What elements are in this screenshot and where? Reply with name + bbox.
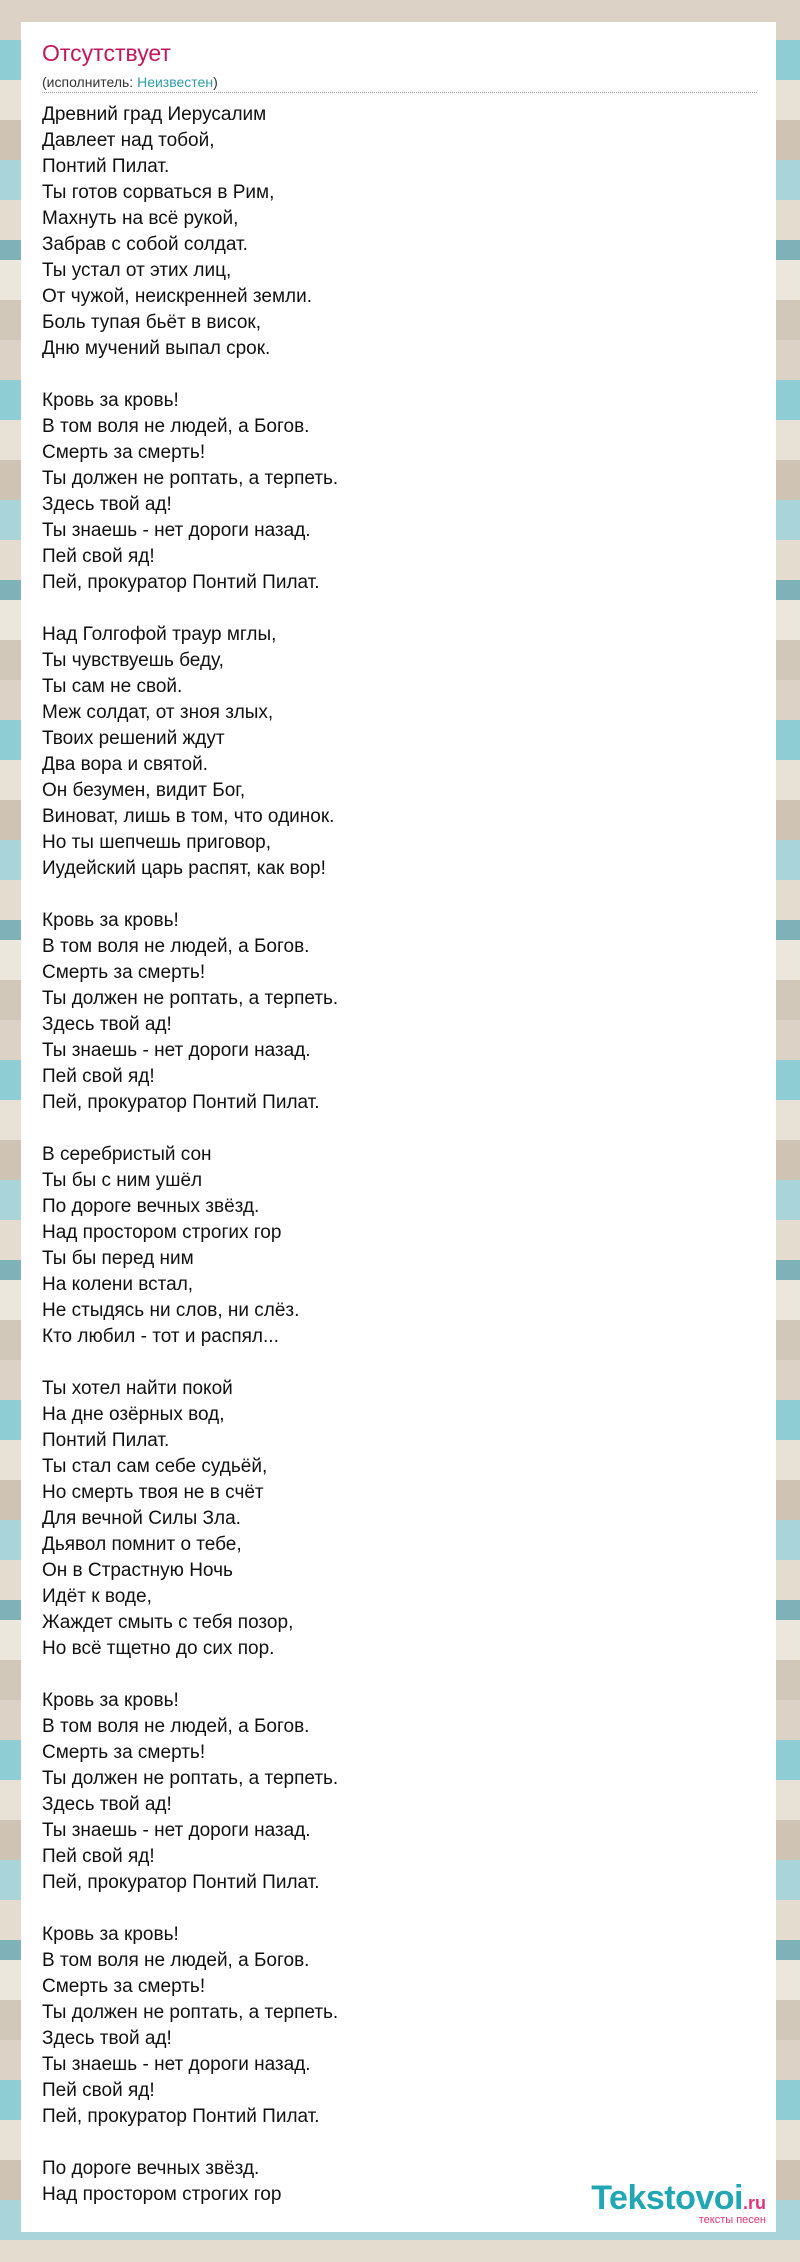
lyrics-card: [21, 22, 776, 2232]
lyric-line: В том воля не людей, а Богов.: [42, 1716, 310, 1737]
lyric-line: Он безумен, видит Бог,: [42, 780, 246, 801]
lyric-line: Ты готов сорваться в Рим,: [42, 182, 275, 203]
divider: [42, 92, 757, 93]
artist-suffix: ): [213, 74, 218, 90]
lyric-line: Не стыдясь ни слов, ни слёз.: [42, 1300, 300, 1321]
lyric-line: Ты знаешь - нет дороги назад.: [42, 1040, 311, 1061]
lyric-line: Кровь за кровь!: [42, 1924, 179, 1945]
lyrics-stanza: [42, 908, 742, 1116]
lyric-line: Понтий Пилат.: [42, 1430, 170, 1451]
logo-tld: .ru: [742, 2193, 766, 2213]
lyric-line: Пей, прокуратор Понтий Пилат.: [42, 2106, 320, 2127]
lyric-line: Смерть за смерть!: [42, 962, 206, 983]
lyric-line: По дороге вечных звёзд.: [42, 2158, 260, 2179]
lyric-line: На дне озёрных вод,: [42, 1404, 225, 1425]
lyric-line: Но ты шепчешь приговор,: [42, 832, 272, 853]
song-title: Отсутствует: [42, 40, 171, 66]
lyrics-stanza: [42, 1688, 742, 1896]
lyrics-stanza: [42, 1922, 742, 2130]
lyric-line: Жаждет смыть с тебя позор,: [42, 1612, 294, 1633]
lyric-line: Здесь твой ад!: [42, 1794, 172, 1815]
lyric-line: Пей свой яд!: [42, 546, 155, 567]
lyric-line: Пей, прокуратор Понтий Пилат.: [42, 1872, 320, 1893]
lyric-line: Пей свой яд!: [42, 2080, 155, 2101]
lyric-line: Он в Страстную Ночь: [42, 1560, 233, 1581]
artist-prefix: (исполнитель:: [42, 74, 138, 90]
lyric-line: Но всё тщетно до сих пор.: [42, 1638, 275, 1659]
lyric-line: Здесь твой ад!: [42, 494, 172, 515]
lyric-line: На колени встал,: [42, 1274, 194, 1295]
lyric-line: Смерть за смерть!: [42, 1742, 206, 1763]
lyric-line: Пей, прокуратор Понтий Пилат.: [42, 1092, 320, 1113]
lyric-line: Но смерть твоя не в счёт: [42, 1482, 264, 1503]
lyric-line: Над простором строгих гор: [42, 1222, 282, 1243]
lyric-line: Над простором строгих гор: [42, 2184, 282, 2205]
lyric-line: Ты устал от этих лиц,: [42, 260, 232, 281]
lyric-line: Ты знаешь - нет дороги назад.: [42, 520, 311, 541]
lyric-line: Махнуть на всё рукой,: [42, 208, 239, 229]
lyrics-body: [42, 102, 742, 2234]
lyric-line: В том воля не людей, а Богов.: [42, 416, 310, 437]
lyric-line: Виноват, лишь в том, что одинок.: [42, 806, 335, 827]
lyric-line: Ты должен не роптать, а терпеть.: [42, 2002, 339, 2023]
lyric-line: Над Голгофой траур мглы,: [42, 624, 277, 645]
lyrics-stanza: [42, 388, 742, 596]
lyrics-stanza: [42, 1142, 742, 1350]
artist-link[interactable]: Неизвестен: [137, 74, 214, 90]
lyric-line: Боль тупая бьёт в висок,: [42, 312, 262, 333]
lyric-line: Кровь за кровь!: [42, 1690, 179, 1711]
lyric-line: Иудейский царь распят, как вор!: [42, 858, 326, 879]
lyric-line: В том воля не людей, а Богов.: [42, 936, 310, 957]
lyrics-stanza: [42, 1376, 742, 1662]
lyric-line: Идёт к воде,: [42, 1586, 152, 1607]
lyric-line: Ты стал сам себе судьёй,: [42, 1456, 268, 1477]
lyric-line: Кровь за кровь!: [42, 390, 179, 411]
logo-name: Tekstovoi: [591, 2179, 743, 2217]
lyric-line: Дню мучений выпал срок.: [42, 338, 271, 359]
lyric-line: В том воля не людей, а Богов.: [42, 1950, 310, 1971]
lyric-line: Дьявол помнит о тебе,: [42, 1534, 242, 1555]
lyric-line: По дороге вечных звёзд.: [42, 1196, 260, 1217]
lyric-line: Ты должен не роптать, а терпеть.: [42, 468, 339, 489]
lyric-line: Ты сам не свой.: [42, 676, 183, 697]
lyric-line: Ты знаешь - нет дороги назад.: [42, 2054, 311, 2075]
logo-tagline: тексты песен: [698, 2214, 766, 2226]
lyric-line: Забрав с собой солдат.: [42, 234, 248, 255]
lyric-line: Древний град Иерусалим: [42, 104, 267, 125]
lyric-line: Кровь за кровь!: [42, 910, 179, 931]
artist-line: [42, 74, 218, 90]
lyric-line: Для вечной Силы Зла.: [42, 1508, 241, 1529]
lyric-line: Давлеет над тобой,: [42, 130, 215, 151]
lyric-line: Ты бы с ним ушёл: [42, 1170, 203, 1191]
lyric-line: Здесь твой ад!: [42, 2028, 172, 2049]
lyric-line: Пей свой яд!: [42, 1066, 155, 1087]
lyric-line: Понтий Пилат.: [42, 156, 170, 177]
lyric-line: Смерть за смерть!: [42, 442, 206, 463]
lyrics-stanza: [42, 102, 742, 362]
lyric-line: Пей свой яд!: [42, 1846, 155, 1867]
lyric-line: Ты чувствуешь беду,: [42, 650, 224, 671]
lyric-line: В серебристый сон: [42, 1144, 212, 1165]
lyrics-stanza: [42, 622, 742, 882]
lyric-line: Пей, прокуратор Понтий Пилат.: [42, 572, 320, 593]
lyric-line: Смерть за смерть!: [42, 1976, 206, 1997]
lyric-line: Два вора и святой.: [42, 754, 208, 775]
lyric-line: Твоих решений ждут: [42, 728, 225, 749]
lyric-line: Ты хотел найти покой: [42, 1378, 233, 1399]
lyric-line: Ты должен не роптать, а терпеть.: [42, 988, 339, 1009]
lyric-line: Кто любил - тот и распял...: [42, 1326, 279, 1347]
lyric-line: Меж солдат, от зноя злых,: [42, 702, 274, 723]
lyric-line: От чужой, неискренней земли.: [42, 286, 312, 307]
lyric-line: Здесь твой ад!: [42, 1014, 172, 1035]
lyric-line: Ты знаешь - нет дороги назад.: [42, 1820, 311, 1841]
lyric-line: Ты бы перед ним: [42, 1248, 194, 1269]
lyric-line: Ты должен не роптать, а терпеть.: [42, 1768, 339, 1789]
site-logo[interactable]: [591, 2179, 766, 2226]
